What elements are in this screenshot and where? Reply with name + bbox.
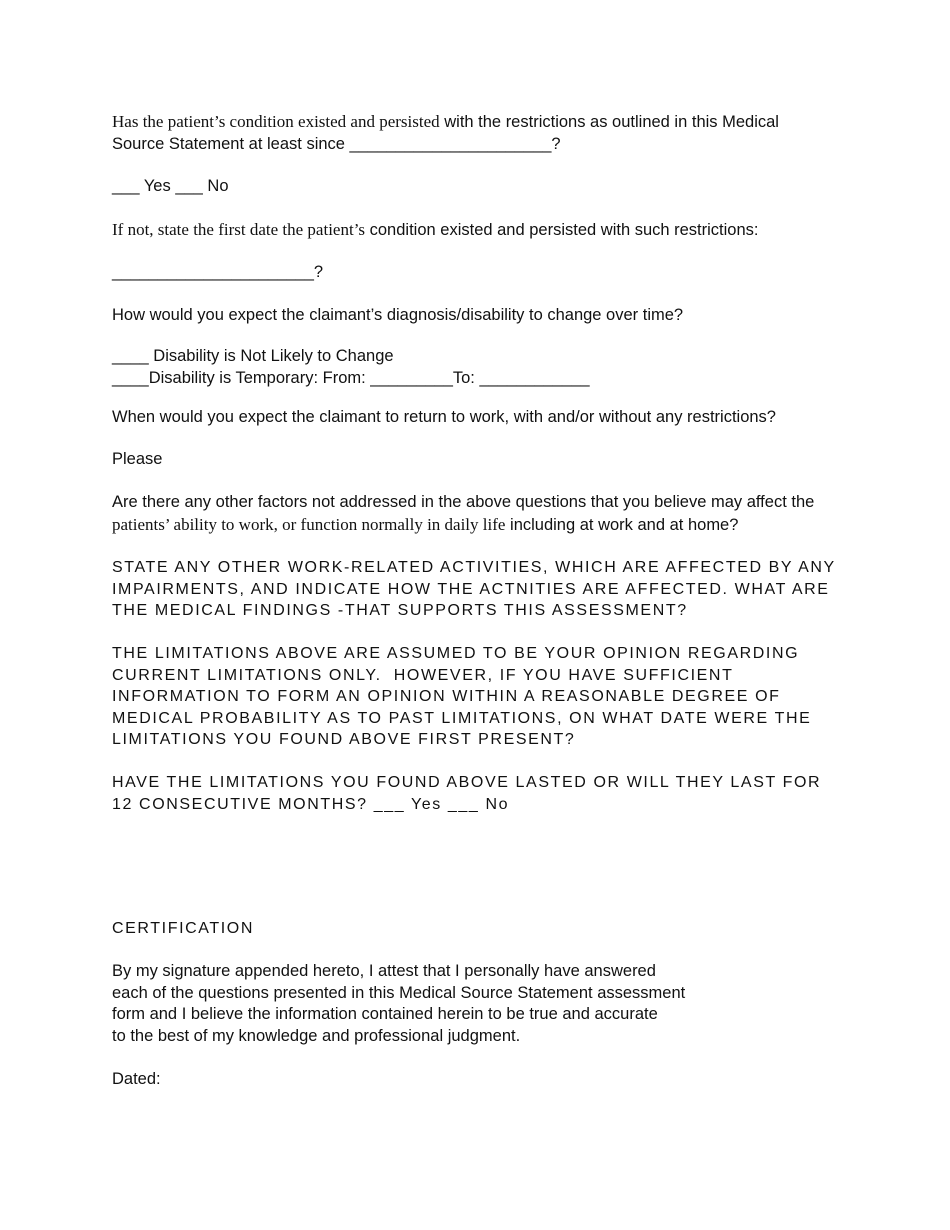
- limitations-opinion-line-1: THE LIMITATIONS ABOVE ARE ASSUMED TO BE YOUR OPINION REGARDING: [112, 645, 800, 662]
- question-condition-line-2: Source Statement at least since ______________________?: [112, 134, 561, 153]
- certification-heading: CERTIFICATION: [112, 920, 254, 937]
- please-text: Please: [112, 450, 163, 468]
- change-option-temporary: ____Disability is Temporary: From: _________To: ____________: [112, 368, 590, 387]
- certification-line-4: to the best of my knowledge and professional judgment.: [112, 1026, 521, 1045]
- dated-label: Dated:: [112, 1070, 161, 1088]
- limitations-lasted-line-2: 12 CONSECUTIVE MONTHS? ___ Yes ___ No: [112, 795, 510, 813]
- certification-line-1: By my signature appended hereto, I attest that I personally have answered: [112, 962, 656, 980]
- question-condition-line-1: [112, 111, 842, 134]
- limitations-lasted-line-1: HAVE THE LIMITATIONS YOU FOUND ABOVE LASTED OR WILL THEY LAST FOR: [112, 774, 822, 791]
- state-other-activities: [112, 557, 842, 622]
- change-option-not-likely: ____ Disability is Not Likely to Change: [112, 347, 394, 365]
- limitations-opinion-line-2: CURRENT LIMITATIONS ONLY. HOWEVER, IF YOU HAVE SUFFICIENT: [112, 666, 734, 684]
- question-change-over-time: How would you expect the claimant’s diagnosis/disability to change over time?: [112, 306, 684, 324]
- question-condition-serif-text: Has the patient’s condition existed and persisted: [112, 112, 440, 131]
- first-date-blank: ______________________?: [112, 263, 324, 281]
- state-other-line-1: STATE ANY OTHER WORK-RELATED ACTIVITIES, WHICH ARE AFFECTED BY ANY: [112, 559, 836, 576]
- limitations-lasted: [112, 772, 842, 815]
- limitations-opinion-line-5: LIMITATIONS YOU FOUND ABOVE FIRST PRESENT?: [112, 731, 576, 748]
- question-condition-since: [112, 111, 842, 155]
- yes-no-answer-1: ___ Yes ___ No: [112, 177, 229, 195]
- limitations-opinion-line-4: MEDICAL PROBABILITY AS TO PAST LIMITATIONS, ON WHAT DATE WERE THE: [112, 709, 812, 727]
- question-condition-rest-text: with the restrictions as outlined in this Medical: [439, 113, 779, 131]
- limitations-opinion-line-3: INFORMATION TO FORM AN OPINION WITHIN A REASONABLE DEGREE OF: [112, 688, 781, 705]
- question-other-factors: [112, 492, 842, 536]
- question-other-factors-rest-text: including at work and at home?: [505, 515, 739, 534]
- certification-line-3: form and I believe the information contained herein to be true and accurate: [112, 1005, 658, 1023]
- question-first-date-rest-text: condition existed and persisted with such restrictions:: [365, 221, 759, 239]
- question-return-to-work: When would you expect the claimant to return to work, with and/or without any restrictions?: [112, 408, 776, 426]
- change-options: [112, 346, 842, 389]
- state-other-line-3: THE MEDICAL FINDINGS -THAT SUPPORTS THIS ASSESSMENT?: [112, 602, 688, 619]
- question-first-date: [112, 219, 842, 242]
- certification-line-2: each of the questions presented in this Medical Source Statement assessment: [112, 983, 686, 1002]
- certification-statement: [112, 961, 842, 1047]
- question-other-factors-serif-text: patients’ ability to work, or function normally in daily life: [112, 514, 506, 534]
- question-other-factors-line-1: Are there any other factors not addressed in the above questions that you believe may affect the: [112, 493, 815, 511]
- question-other-factors-line-2: [112, 514, 842, 537]
- limitations-opinion: [112, 643, 842, 751]
- state-other-line-2: IMPAIRMENTS, AND INDICATE HOW THE ACTNITIES ARE AFFECTED. WHAT ARE: [112, 580, 830, 598]
- question-first-date-serif-text: If not, state the first date the patient’s: [112, 220, 366, 239]
